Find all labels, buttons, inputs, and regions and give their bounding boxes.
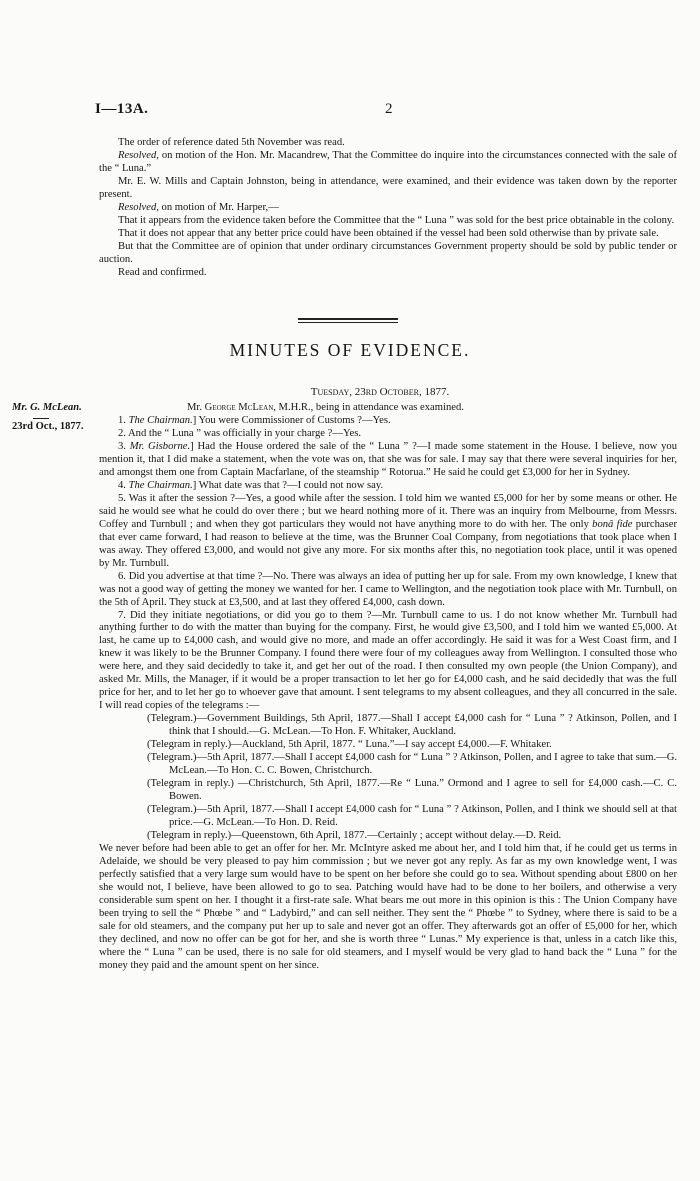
proceedings-paragraph: That it does not appear that any better price could have been obtained if the vessel had been sold otherwise than by private sale.: [118, 227, 659, 239]
question-7: 7. Did they initiate negotiations, or did you go to them ?—Mr. Turnbull came to us. I do not know whether Mr. Turnbull had anything further to do with the matter than buying for the company. First, he would give £3,500, and I told him we wanted £5,000. At last, he came up to £4,000 cash, and would give no more, and made an offer accordingly. He said it was for a West Coast firm, and I knew it was likely to be the Brunner Company. I found there were four of my colleagues away from Wellington. I consulted those who were here, and they said decidedly to take it, and get her out of the road. I then consulted my own people (the Union Company), and asked Mr. Mills, the Manager, if it would be a proper transaction to let her go for £4,000 cash, and he said decidedly that was the full price for her, and to let her go to whoever gave that amount. I sent telegrams to my absent colleagues, and they all concurred in the sale. I will read copies of the telegrams :—: [99, 609, 677, 712]
proceedings-paragraph: [99, 202, 677, 215]
resolved-label: Resolved,: [118, 201, 159, 213]
telegram: (Telegram.)—5th April, 1877.—Shall I accept £4,000 cash for “ Luna ” ? Atkinson, Pollen, and I think we should sell at that price.—G. McLean.—To Hon. D. Reid.: [147, 804, 677, 828]
resolution-text: on motion of the Hon. Mr. Macandrew, That the Committee do inquire into the circumstances connected with the sale of the “ Luna.”: [99, 149, 677, 174]
question-3: 3. Mr. Gisborne.] Had the House ordered the sale of the “ Luna ” ?—I made some statement in the House. I believe, now you mention it, that I did make a statement, when the vote was on, that she was for sale. I may say that there were several inquiries for her, and amongst them one from Captain Macfarlane, of the steamship “ Rotorua.” He said he could get £3,000 for her in Sydney.: [99, 440, 677, 478]
question-4: 4. The Chairman.] What date was that ?—I could not now say.: [118, 479, 384, 491]
proceedings-section: [99, 137, 677, 280]
witness-intro: Mr. George McLean, M.H.R., being in attendance was examined.: [187, 402, 464, 413]
speaker: The Chairman.: [128, 479, 193, 491]
session-date: Tuesday, 23rd October, 1877.: [310, 386, 450, 398]
margin-rule: [33, 418, 49, 419]
question-2: 2. And the “ Luna ” was officially in your charge ?—Yes.: [118, 427, 362, 439]
margin-date: 23rd Oct., 1877.: [12, 421, 84, 432]
proceedings-paragraph: Read and confirmed.: [118, 266, 207, 278]
proceedings-paragraph: The order of reference dated 5th November was read.: [118, 137, 345, 148]
resolution-text: on motion of Mr. Harper,—: [158, 201, 279, 213]
paper-reference: I—13A.: [95, 101, 149, 117]
telegram: (Telegram.)—5th April, 1877.—Shall I accept £4,000 cash for “ Luna ” ? Atkinson, Pollen, and I agree to take that sum.—G. McLean.—To Hon. C. C. Bowen, Christchurch.: [147, 752, 677, 777]
question-5: 5. Was it after the session ?—Yes, a good while after the session. I told him we wanted £5,000 for her by some means or other. He said he would see what he could do over there ; but we heard nothing more of it. There was an inquiry from Melbourne, from Messrs. Coffey and Turnbull ; and when they got particulars they would not have anything more to do with her. The only bonâ fide purchaser that ever came forward, I had reason to believe at the time, was the Brunner Coal Company, from negotiations that took place when I was away. They offered £3,000, and would not give any more. For six months after this, no negotiation took place, until it was opened by Mr. Turnbull.: [99, 492, 677, 569]
witness-name: George McLean: [204, 402, 274, 413]
telegram: (Telegram in reply.) —Christchurch, 5th April, 1877.—Re “ Luna.” Ormond and I agree to sell for £4,000 cash.—C. C. Bowen.: [147, 778, 677, 803]
proceedings-paragraph: But that the Committee are of opinion that under ordinary circumstances Government property should be sold by public tender or auction.: [99, 240, 677, 265]
proceedings-paragraph: That it appears from the evidence taken before the Committee that the “ Luna ” was sold for the best price obtainable in the colony.: [118, 214, 675, 226]
speaker: The Chairman.: [128, 414, 193, 426]
page-number: 2: [385, 101, 393, 117]
resolved-label: Resolved,: [118, 149, 159, 161]
closing-paragraph: We never before had been able to get an offer for her. Mr. McIntyre asked me about her, and I told him that, if he could get us terms in Adelaide, we should be very pleased to pay him commission ; but we never got any reply. As far as my own knowledge went, I was perfectly satisfied that a very large sum would have to be spent on her before she could go to sea. Without spending about £800 on her she would not, I believe, have been allowed to go to sea. Patching would have had to be done to her boilers, and otherwise a very considerable sum spent on her. I thought it a first-rate sale. What bears me out more in this opinion is this : The Union Company have been trying to sell the “ Phœbe ” and “ Ladybird,” and can sell neither. They sent the “ Phœbe ” to Sydney, where there is said to be a sale for old steamers, and the company put her up to sale and never got an offer. They afterwards got an offer of £5,000 for her, which they declined, and now no offer can be got for her, and she is worth three “ Lunas.” My experience is that, unless in a catch like this, where the “ Luna ” can be used, there is no sale for old steamers, and I myself would be very glad to hand back the “ Luna ” for the money they paid and the amount spent on her since.: [99, 842, 677, 971]
proceedings-paragraph: Mr. E. W. Mills and Captain Johnston, being in attendance, were examined, and their evidence was taken down by the reporter present.: [99, 175, 677, 200]
evidence-section: [99, 402, 677, 973]
telegram: (Telegram in reply.)—Queenstown, 6th April, 1877.—Certainly ; accept without delay.—D. Reid.: [147, 829, 562, 841]
speaker: Mr. Gisborne.: [129, 440, 191, 452]
section-divider: [298, 318, 398, 323]
telegram: (Telegram.)—Government Buildings, 5th April, 1877.—Shall I accept £4,000 cash for “ Luna ” ? Atkinson, Pollen, and I think that I should.—G. McLean.—To Hon. F. Whitaker, Auckland.: [147, 713, 677, 738]
question-6: 6. Did you advertise at that time ?—No. There was always an idea of putting her up for sale. From my own knowledge, I knew that was not a good way of getting the money we wanted for her. I came to Wellington, and the negotiation took place with Mr. Turnbull, on the 5th of April. They stuck at £3,500, and at last they offered £4,000, cash down.: [99, 570, 677, 608]
proceedings-paragraph: [99, 150, 677, 176]
question-1: 1. The Chairman.] You were Commissioner of Customs ?—Yes.: [118, 414, 391, 426]
margin-witness-name: Mr. G. McLean.: [12, 402, 82, 413]
telegram: (Telegram in reply.)—Auckland, 5th April, 1877. “ Luna.”—I say accept £4,000.—F. Whitaker.: [147, 739, 552, 751]
section-title: MINUTES OF EVIDENCE.: [229, 340, 471, 360]
